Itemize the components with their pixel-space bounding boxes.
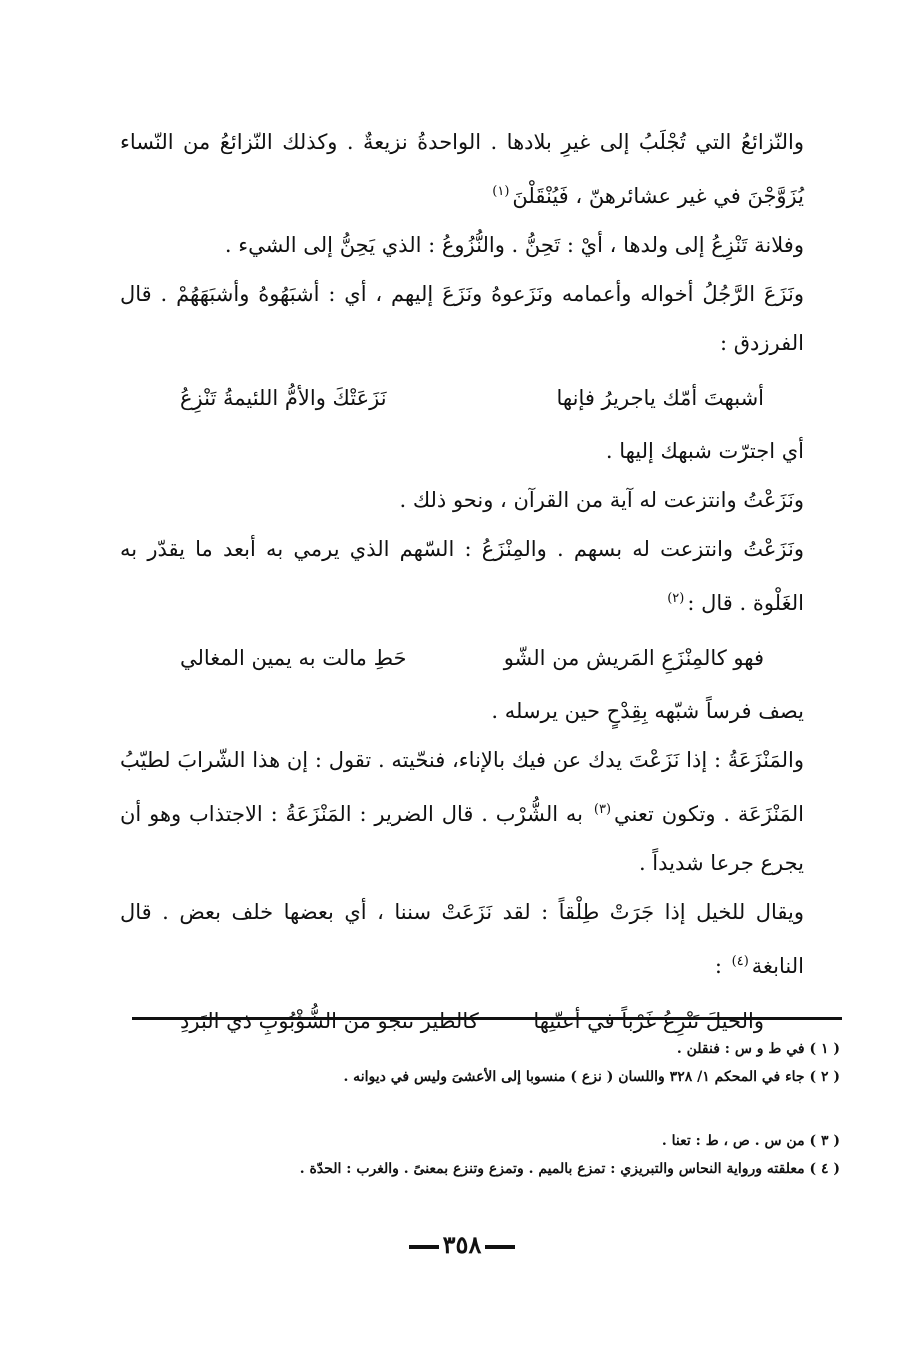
verse-1-second-hemistich: نَزَعَتْكَ والأمُّ اللئيمةُ تَنْزِعُ — [180, 386, 387, 410]
verse-2 — [120, 634, 804, 683]
paragraph-3: ونَزَعَ الرَّجُلُ أخواله وأعمامه ونَزَعوهُ ونَزَعَ إليهم ، أي : أشبَهُوهُ وأشبَهَهُمْ . قال الفرزدق : — [120, 282, 804, 355]
verse-2-first-hemistich: فهو كالمِنْزَعِ المَريش من الشّو — [503, 646, 764, 670]
paragraph-6-text: ونَزَعْتُ وانتزعت له بسهم . والمِنْزَعُ : السّهم الذي يرمي به أبعد ما يقدّر به الغَلْوة . قال : — [120, 537, 804, 615]
page-number-text: ٣٥٨ — [442, 1230, 482, 1259]
footnote-ref-1: (١) — [492, 184, 510, 199]
verse-2-second-hemistich: حَطِ مالت به يمين المغالي — [180, 646, 407, 670]
paragraph-9 — [120, 888, 804, 991]
footnote-ref-3: (٣) — [593, 802, 612, 817]
footnote-1: ( ١ ) في ط و س : فنقلن . — [676, 1041, 840, 1057]
paragraph-8 — [120, 736, 804, 888]
page-number-dash-right — [485, 1245, 515, 1249]
page-number-dash-left — [409, 1245, 439, 1249]
footnote-3: ( ٣ ) من س . ص ، ط : تعنا . — [661, 1133, 840, 1149]
paragraph-9-colon: : — [714, 954, 722, 978]
footnote-ref-4: (٤) — [731, 954, 749, 969]
paragraph-9-text: ويقال للخيل إذا جَرَتْ طِلْقاً : لقد نَزَعَتْ سننا ، أي بعضها خلف بعض . قال النابغة — [120, 900, 804, 978]
footnote-ref-2: (٢) — [667, 591, 685, 606]
paragraph-8-text-b: به الشُّرْب . قال الضرير : المَنْزَعَةُ : الاجتذاب وهو أن يجرع جرعا شديداً . — [120, 802, 804, 875]
verse-1-first-hemistich: أشبهتَ أمّك ياجريرُ فإنها — [556, 386, 764, 410]
paragraph-2: وفلانة تَنْزِعُ إلى ولدها ، أيْ : تَحِنُّ . والنُّزُوعُ : الذي يَحِنُّ إلى الشيء . — [224, 233, 804, 257]
paragraph-5: ونَزَعْتُ وانتزعت له آية من القرآن ، ونحو ذلك . — [399, 488, 804, 512]
paragraph-1-text: والنّزائعُ التي تُجْلَبُ إلى غيرِ بلادها . الواحدةُ نزيعةٌ . وكذلك النّزائعُ من النّساء يُزَوَّجْنَ في غير عشائرهنّ ، فَيُنْقَلْنَ — [120, 130, 804, 208]
verse-3-first-hemistich: والخيلَ تَنْزِعُ غَرْباً في أعنّتِها — [533, 1009, 764, 1033]
paragraph-6 — [120, 525, 804, 628]
footnotes — [120, 1035, 840, 1183]
paragraph-8-text-a: والمَنْزَعَةُ : إذا نَزَعْتَ يدك عن فيك بالإناء، فنحّيته . تقول : إن هذا الشّرابَ لطيّبُ المَنْزَعَة . وتكون تعني — [120, 748, 804, 826]
verse-1 — [120, 374, 804, 423]
paragraph-7: يصف فرساً شبّهه بِقِدْحٍ حين يرسله . — [491, 699, 804, 723]
paragraph-4: أي اجترّت شبهك إليها . — [605, 439, 804, 463]
footnote-2: ( ٢ ) جاء في المحكم ١/ ٣٢٨ واللسان ( نزع ) منسوبا إلى الأعشىَ وليس في ديوانه . — [343, 1069, 840, 1085]
paragraph-1 — [120, 118, 804, 221]
verse-3-second-hemistich: كالطير تنجو من الشُّؤْبُوبِ ذي البَرَدِ — [180, 1009, 479, 1033]
footnote-separator — [132, 1017, 842, 1020]
main-text — [120, 118, 804, 1050]
page-number — [0, 1230, 924, 1259]
footnote-4: ( ٤ ) معلقته ورواية النحاس والتبريزي : تمزع بالميم . وتمزع وتنزع بمعنىً . والغرب : الحدّة . — [299, 1161, 840, 1177]
